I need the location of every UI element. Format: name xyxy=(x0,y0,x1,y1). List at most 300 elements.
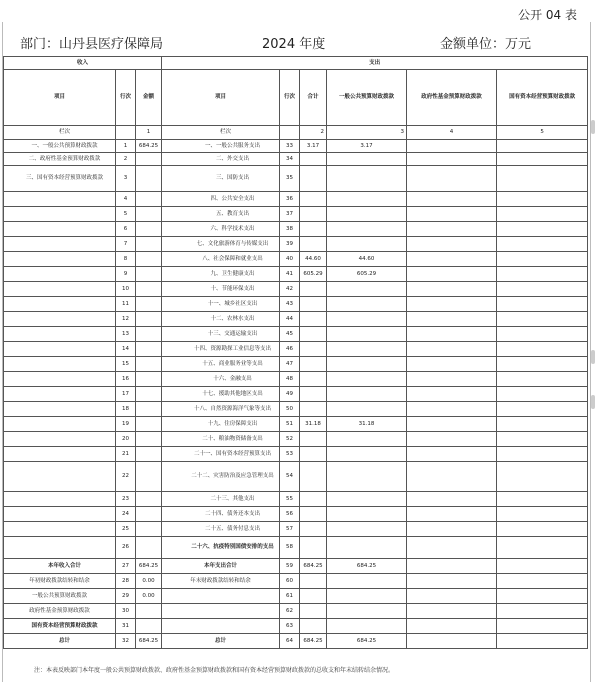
expense-state-capital xyxy=(497,522,588,537)
expense-line-header: 行次 xyxy=(280,70,300,126)
expense-general-budget xyxy=(327,507,407,522)
expense-general-budget: 44.60 xyxy=(327,252,407,267)
amount-unit: 金额单位：万元 xyxy=(440,37,532,52)
table-row xyxy=(4,192,588,207)
scroll-handle[interactable] xyxy=(591,120,595,134)
table-row xyxy=(4,619,588,634)
income-line-no: 30 xyxy=(116,604,136,619)
total-header: 合计 xyxy=(300,70,327,126)
expense-item: 总计 xyxy=(162,634,280,649)
income-amount: 684.25 xyxy=(136,140,162,153)
expense-total xyxy=(300,402,327,417)
income-amount xyxy=(136,507,162,522)
table-row xyxy=(4,282,588,297)
income-amount xyxy=(136,252,162,267)
income-item: 政府性基金预算财政拨款 xyxy=(4,604,116,619)
expense-general-budget xyxy=(327,462,407,492)
expense-total: 684.25 xyxy=(300,559,327,574)
income-item xyxy=(4,432,116,447)
expense-state-capital xyxy=(497,634,588,649)
income-item: 三、国有资本经营预算财政拨款 xyxy=(4,166,116,192)
expense-state-capital xyxy=(497,153,588,166)
expense-gov-fund xyxy=(407,589,497,604)
expense-item: 十六、金融支出 xyxy=(162,372,280,387)
income-line-no: 14 xyxy=(116,342,136,357)
table-row xyxy=(4,492,588,507)
expense-line-no: 35 xyxy=(280,166,300,192)
income-amount xyxy=(136,357,162,372)
income-amount xyxy=(136,207,162,222)
gov-fund-header: 政府性基金预算财政拨款 xyxy=(407,70,497,126)
expense-total xyxy=(300,589,327,604)
expense-item: 十二、农林水支出 xyxy=(162,312,280,327)
expense-state-capital xyxy=(497,297,588,312)
income-line-no: 5 xyxy=(116,207,136,222)
expense-item: 十、节能环保支出 xyxy=(162,282,280,297)
expense-state-capital xyxy=(497,462,588,492)
expense-line-no: 64 xyxy=(280,634,300,649)
expense-state-capital xyxy=(497,342,588,357)
expense-total xyxy=(300,387,327,402)
income-line-no: 27 xyxy=(116,559,136,574)
income-amount xyxy=(136,166,162,192)
expense-general-budget xyxy=(327,327,407,342)
scroll-handle[interactable] xyxy=(591,395,595,409)
expense-line-no: 40 xyxy=(280,252,300,267)
expense-line-no: 47 xyxy=(280,357,300,372)
income-amount xyxy=(136,282,162,297)
table-row xyxy=(4,462,588,492)
expense-total xyxy=(300,237,327,252)
expense-item: 二、外交支出 xyxy=(162,153,280,166)
expense-gov-fund xyxy=(407,153,497,166)
expense-line-no: 41 xyxy=(280,267,300,282)
table-row xyxy=(4,207,588,222)
income-line-no: 17 xyxy=(116,387,136,402)
expense-gov-fund xyxy=(407,140,497,153)
income-amount xyxy=(136,192,162,207)
income-line-no: 9 xyxy=(116,267,136,282)
expense-item: 十三、交通运输支出 xyxy=(162,327,280,342)
expense-line-no: 34 xyxy=(280,153,300,166)
income-item xyxy=(4,402,116,417)
expense-line-no: 62 xyxy=(280,604,300,619)
index-3: 3 xyxy=(327,126,407,140)
expense-state-capital xyxy=(497,432,588,447)
expense-item: 十四、资源勘探工业信息等支出 xyxy=(162,342,280,357)
expense-item: 二十三、其他支出 xyxy=(162,492,280,507)
table-row xyxy=(4,522,588,537)
expense-state-capital xyxy=(497,140,588,153)
expense-general-budget xyxy=(327,192,407,207)
index-4: 4 xyxy=(407,126,497,140)
income-line-no: 1 xyxy=(116,140,136,153)
income-amount xyxy=(136,522,162,537)
expense-total xyxy=(300,342,327,357)
expense-general-budget xyxy=(327,222,407,237)
expense-state-capital xyxy=(497,207,588,222)
income-item: 国有资本经营预算财政拨款 xyxy=(4,619,116,634)
fiscal-year: 2024 年度 xyxy=(262,37,326,52)
expense-gov-fund xyxy=(407,559,497,574)
expense-general-budget xyxy=(327,166,407,192)
income-item: 本年收入合计 xyxy=(4,559,116,574)
income-item: 总计 xyxy=(4,634,116,649)
expense-line-no: 36 xyxy=(280,192,300,207)
expense-line-no: 52 xyxy=(280,432,300,447)
expense-gov-fund xyxy=(407,522,497,537)
income-line-no: 28 xyxy=(116,574,136,589)
expense-state-capital xyxy=(497,267,588,282)
income-line-no: 8 xyxy=(116,252,136,267)
expense-item: 年末财政拨款结转和结余 xyxy=(162,574,280,589)
expense-item: 十七、援助其他地区支出 xyxy=(162,387,280,402)
expense-line-no: 61 xyxy=(280,589,300,604)
header-row-top xyxy=(4,57,588,70)
income-line-no: 12 xyxy=(116,312,136,327)
income-amount xyxy=(136,462,162,492)
expense-state-capital xyxy=(497,252,588,267)
expense-state-capital xyxy=(497,192,588,207)
income-amount: 684.25 xyxy=(136,634,162,649)
income-item xyxy=(4,492,116,507)
expense-gov-fund xyxy=(407,634,497,649)
income-item xyxy=(4,462,116,492)
income-line-no: 18 xyxy=(116,402,136,417)
income-line-header: 行次 xyxy=(116,70,136,126)
expense-state-capital xyxy=(497,492,588,507)
expense-item: 八、社会保障和就业支出 xyxy=(162,252,280,267)
expense-total xyxy=(300,372,327,387)
table-body xyxy=(4,140,588,649)
expense-total xyxy=(300,207,327,222)
income-line-no: 21 xyxy=(116,447,136,462)
expense-item: 九、卫生健康支出 xyxy=(162,267,280,282)
expense-line-no: 42 xyxy=(280,282,300,297)
state-capital-header: 国有资本经营预算财政拨款 xyxy=(497,70,588,126)
expense-total: 3.17 xyxy=(300,140,327,153)
expense-total xyxy=(300,522,327,537)
expense-total xyxy=(300,604,327,619)
income-line-no: 13 xyxy=(116,327,136,342)
expense-general-budget xyxy=(327,312,407,327)
table-row xyxy=(4,357,588,372)
expense-general-budget: 684.25 xyxy=(327,559,407,574)
expense-gov-fund xyxy=(407,357,497,372)
table-row xyxy=(4,252,588,267)
expense-gov-fund xyxy=(407,604,497,619)
income-line-no: 15 xyxy=(116,357,136,372)
expense-gov-fund xyxy=(407,297,497,312)
income-line-no: 6 xyxy=(116,222,136,237)
expense-total xyxy=(300,192,327,207)
income-item xyxy=(4,267,116,282)
header-row xyxy=(4,70,588,126)
expense-state-capital xyxy=(497,559,588,574)
expense-item: 二十五、债务付息支出 xyxy=(162,522,280,537)
income-line-no: 22 xyxy=(116,462,136,492)
table-row xyxy=(4,589,588,604)
expense-line-no: 59 xyxy=(280,559,300,574)
expense-item: 四、公共安全支出 xyxy=(162,192,280,207)
expense-general-budget: 684.25 xyxy=(327,634,407,649)
scroll-handle[interactable] xyxy=(591,350,595,364)
income-line-no: 4 xyxy=(116,192,136,207)
expense-gov-fund xyxy=(407,402,497,417)
expense-line-no: 54 xyxy=(280,462,300,492)
income-amount xyxy=(136,153,162,166)
income-line-no: 25 xyxy=(116,522,136,537)
expense-state-capital xyxy=(497,222,588,237)
table-row xyxy=(4,417,588,432)
income-amount xyxy=(136,387,162,402)
income-amount xyxy=(136,537,162,559)
income-item xyxy=(4,417,116,432)
expense-item: 二十一、国有资本经营预算支出 xyxy=(162,447,280,462)
expense-gov-fund xyxy=(407,166,497,192)
income-item xyxy=(4,237,116,252)
expense-line-no: 39 xyxy=(280,237,300,252)
expense-line-no: 55 xyxy=(280,492,300,507)
expense-item: 十八、自然资源海洋气象等支出 xyxy=(162,402,280,417)
expense-line-no: 56 xyxy=(280,507,300,522)
expense-state-capital xyxy=(497,574,588,589)
expense-state-capital xyxy=(497,447,588,462)
income-amount xyxy=(136,492,162,507)
expense-gov-fund xyxy=(407,192,497,207)
table-row xyxy=(4,559,588,574)
income-item: 二、政府性基金预算财政拨款 xyxy=(4,153,116,166)
expense-total xyxy=(300,432,327,447)
income-amount: 684.25 xyxy=(136,559,162,574)
expense-gov-fund xyxy=(407,417,497,432)
expense-item xyxy=(162,589,280,604)
expense-line-no: 37 xyxy=(280,207,300,222)
income-item xyxy=(4,387,116,402)
expense-gov-fund xyxy=(407,222,497,237)
table-row xyxy=(4,222,588,237)
income-amount xyxy=(136,237,162,252)
expense-line-no: 57 xyxy=(280,522,300,537)
expense-gov-fund xyxy=(407,252,497,267)
table-row xyxy=(4,327,588,342)
expense-state-capital xyxy=(497,604,588,619)
table-row xyxy=(4,372,588,387)
expense-line-no: 53 xyxy=(280,447,300,462)
expense-item xyxy=(162,604,280,619)
expense-state-capital xyxy=(497,237,588,252)
income-item xyxy=(4,372,116,387)
income-item: 一、一般公共预算财政拨款 xyxy=(4,140,116,153)
income-item xyxy=(4,297,116,312)
expense-item: 二十六、抗疫特别国债安排的支出 xyxy=(162,537,280,559)
income-line-no: 19 xyxy=(116,417,136,432)
income-line-no: 10 xyxy=(116,282,136,297)
expense-line-no: 50 xyxy=(280,402,300,417)
expense-total xyxy=(300,282,327,297)
expense-gov-fund xyxy=(407,432,497,447)
income-line-no: 23 xyxy=(116,492,136,507)
income-item xyxy=(4,357,116,372)
income-line-no: 11 xyxy=(116,297,136,312)
income-amount xyxy=(136,327,162,342)
table-row xyxy=(4,153,588,166)
expense-item: 五、教育支出 xyxy=(162,207,280,222)
income-line-no: 20 xyxy=(116,432,136,447)
income-item xyxy=(4,312,116,327)
table-row xyxy=(4,507,588,522)
income-line-no: 32 xyxy=(116,634,136,649)
expense-item: 二十四、债务还本支出 xyxy=(162,507,280,522)
expense-line-no: 63 xyxy=(280,619,300,634)
expense-total xyxy=(300,462,327,492)
table-row xyxy=(4,342,588,357)
income-item xyxy=(4,282,116,297)
expense-item: 二十、粮油物资储备支出 xyxy=(162,432,280,447)
expense-gov-fund xyxy=(407,342,497,357)
expense-general-budget xyxy=(327,589,407,604)
expense-gov-fund xyxy=(407,492,497,507)
expense-state-capital xyxy=(497,589,588,604)
income-line-no: 16 xyxy=(116,372,136,387)
income-line-no: 7 xyxy=(116,237,136,252)
expense-item xyxy=(162,619,280,634)
income-amount: 0.00 xyxy=(136,574,162,589)
income-amount xyxy=(136,417,162,432)
expense-item: 一、一般公共服务支出 xyxy=(162,140,280,153)
income-amount: 0.00 xyxy=(136,589,162,604)
expense-state-capital xyxy=(497,166,588,192)
expense-line-no: 58 xyxy=(280,537,300,559)
table-row xyxy=(4,140,588,153)
income-item xyxy=(4,507,116,522)
expense-total xyxy=(300,153,327,166)
expense-general-budget xyxy=(327,447,407,462)
expense-state-capital xyxy=(497,372,588,387)
expense-gov-fund xyxy=(407,537,497,559)
table-row xyxy=(4,297,588,312)
expense-header: 支出 xyxy=(162,57,588,70)
expense-gov-fund xyxy=(407,507,497,522)
expense-total xyxy=(300,166,327,192)
income-item xyxy=(4,207,116,222)
expense-gov-fund xyxy=(407,447,497,462)
expense-general-budget: 605.29 xyxy=(327,267,407,282)
income-item xyxy=(4,222,116,237)
expense-gov-fund xyxy=(407,282,497,297)
income-amount xyxy=(136,619,162,634)
income-item: 年初财政拨款结转和结余 xyxy=(4,574,116,589)
expense-gov-fund xyxy=(407,574,497,589)
expense-total: 605.29 xyxy=(300,267,327,282)
expense-line-no: 48 xyxy=(280,372,300,387)
expense-total xyxy=(300,507,327,522)
income-line-no: 29 xyxy=(116,589,136,604)
income-item-header: 项目 xyxy=(4,70,116,126)
expense-item: 十九、住房保障支出 xyxy=(162,417,280,432)
expense-general-budget xyxy=(327,604,407,619)
expense-line-no: 33 xyxy=(280,140,300,153)
table-row xyxy=(4,312,588,327)
expense-state-capital xyxy=(497,312,588,327)
income-item xyxy=(4,252,116,267)
expense-gov-fund xyxy=(407,312,497,327)
expense-state-capital xyxy=(497,357,588,372)
expense-general-budget xyxy=(327,342,407,357)
expense-state-capital xyxy=(497,417,588,432)
expense-total xyxy=(300,447,327,462)
index-label: 栏次 xyxy=(162,126,280,140)
income-item xyxy=(4,522,116,537)
expense-gov-fund xyxy=(407,267,497,282)
expense-total xyxy=(300,492,327,507)
expense-total xyxy=(300,619,327,634)
table-row xyxy=(4,166,588,192)
expense-state-capital xyxy=(497,507,588,522)
income-amount xyxy=(136,402,162,417)
table-row xyxy=(4,604,588,619)
column-index-row xyxy=(4,126,588,140)
income-amount xyxy=(136,447,162,462)
income-header: 收入 xyxy=(4,57,162,70)
index-2: 2 xyxy=(300,126,327,140)
income-item: 一般公共预算财政拨款 xyxy=(4,589,116,604)
expense-total xyxy=(300,312,327,327)
expense-gov-fund xyxy=(407,619,497,634)
table-row xyxy=(4,574,588,589)
income-line-no: 24 xyxy=(116,507,136,522)
index-label: 栏次 xyxy=(4,126,116,140)
department-label: 部门：山丹县医疗保障局 xyxy=(20,37,164,52)
income-amount xyxy=(136,312,162,327)
expense-total: 44.60 xyxy=(300,252,327,267)
table-row xyxy=(4,432,588,447)
expense-general-budget xyxy=(327,522,407,537)
income-amount xyxy=(136,604,162,619)
expense-item: 本年支出合计 xyxy=(162,559,280,574)
expense-item: 六、科学技术支出 xyxy=(162,222,280,237)
table-row xyxy=(4,402,588,417)
expense-gov-fund xyxy=(407,372,497,387)
income-amount xyxy=(136,342,162,357)
income-line-no: 3 xyxy=(116,166,136,192)
table-row xyxy=(4,537,588,559)
income-line-no: 26 xyxy=(116,537,136,559)
expense-total: 31.18 xyxy=(300,417,327,432)
expense-total xyxy=(300,357,327,372)
expense-general-budget xyxy=(327,574,407,589)
financial-table xyxy=(3,56,588,649)
expense-gov-fund xyxy=(407,462,497,492)
income-amount-header: 金额 xyxy=(136,70,162,126)
table-row xyxy=(4,447,588,462)
income-amount xyxy=(136,267,162,282)
expense-gov-fund xyxy=(407,207,497,222)
expense-item: 十一、城乡社区支出 xyxy=(162,297,280,312)
expense-gov-fund xyxy=(407,387,497,402)
expense-line-no: 45 xyxy=(280,327,300,342)
expense-general-budget xyxy=(327,372,407,387)
expense-general-budget xyxy=(327,297,407,312)
table-footnote: 注：本表反映部门本年度一般公共预算财政拨款、政府性基金预算财政拨款和国有资本经营预算财政拨款的总收支和年末结转结余情况。 xyxy=(34,667,395,674)
expense-general-budget xyxy=(327,619,407,634)
expense-general-budget xyxy=(327,387,407,402)
expense-line-no: 43 xyxy=(280,297,300,312)
expense-general-budget xyxy=(327,537,407,559)
expense-line-no: 49 xyxy=(280,387,300,402)
expense-item: 二十二、灾害防治及应急管理支出 xyxy=(162,462,280,492)
income-item xyxy=(4,342,116,357)
